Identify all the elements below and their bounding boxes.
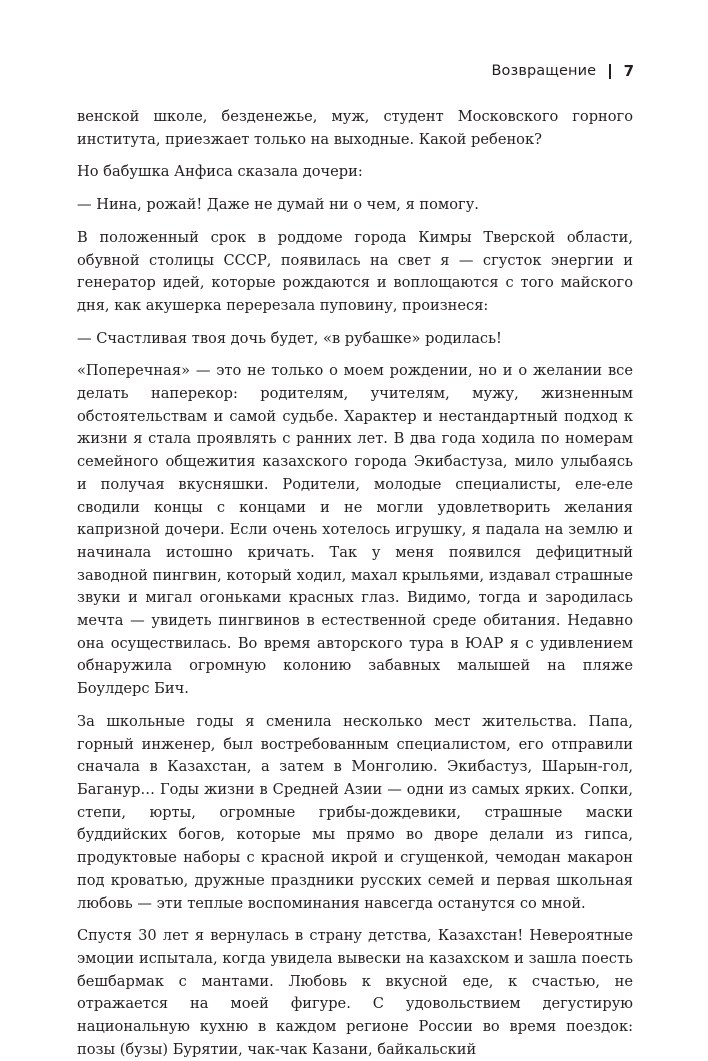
paragraph-5-dialogue: — Счастливая твоя дочь будет, «в рубашке» родилась! (77, 329, 502, 347)
paragraph-2: Но бабушка Анфиса сказала дочери: (77, 163, 363, 181)
paragraph-7: За школьные годы я сменила несколько мест жительства. Папа, горный инженер, был востребованным специалистом, его отправили сначала в Казахстан, а затем в Монголию. Экибастуз, Шарын-гол, Баганур… Годы жизни в Средней Азии — одни из самых ярких. Сопки, степи, юрты, огромные грибы-дождевики, страшные маски буддийских богов, которые мы прямо во дворе делали из гипса, продуктовые наборы с красной икрой и сгущенкой, чемодан макарон под кроватью, дружные праздники русских семей и первая школьная любовь — эти теплые воспоминания навсегда останутся со мной. (77, 712, 633, 912)
page-number: 7 (623, 62, 634, 80)
paragraph-6: «Поперечная» — это не только о моем рождении, но и о желании все делать наперекор: родителям, учителям, мужу, жизненным обстоятельствам и самой судьбе. Характер и нестандартный подход к жизни я стала проявлять с ранних лет. В два года ходила по номерам семейного общежития казахского города Экибастуза, мило улыбаясь и получая вкусняшки. Родители, молодые специалисты, еле-еле сводили концы с концами и не могли удовлетворить желания капризной дочери. Если очень хотелось игрушку, я падала на землю и начинала истошно кричать. Так у меня появился дефицитный заводной пингвин, который ходил, махал крыльями, издавал страшные звуки и мигал огоньками красных глаз. Видимо, тогда и зародилась мечта — увидеть пингвинов в естественной среде обитания. Недавно она осуществилась. Во время авторского тура в ЮАР я с удивлением обнаружила огромную колонию забавных малышей на пляже Боулдерс Бич. (77, 362, 633, 698)
page-body-text (77, 106, 633, 1061)
paragraph-4: В положенный срок в роддоме города Кимры Тверской области, обувной столицы СССР, появилась на свет я — сгусток энергии и генератор идей, которые рождаются и воплощаются с того майского дня, как акушерка перерезала пуповину, произнеся: (77, 228, 633, 314)
running-head-divider (609, 64, 610, 79)
running-head-section-title: Возвращение (491, 63, 597, 79)
running-head (492, 60, 635, 82)
paragraph-3-dialogue: — Нина, рожай! Даже не думай ни о чем, я помогу. (77, 196, 479, 214)
paragraph-1: венской школе, безденежье, муж, студент Московского горного института, приезжает только на выходные. Какой ребенок? (77, 108, 633, 148)
paragraph-8: Спустя 30 лет я вернулась в страну детства, Казахстан! Невероятные эмоции испытала, когда увидела вывески на казахском и зашла поесть бешбармак с мантами. Любовь к вкусной еде, к счастью, не отражается на моей фигуре. С удовольствием дегустирую национальную кухню в каждом регионе России во время поездок: позы (бузы) Бурятии, чак-чак Казани, байкальский (77, 927, 633, 1058)
